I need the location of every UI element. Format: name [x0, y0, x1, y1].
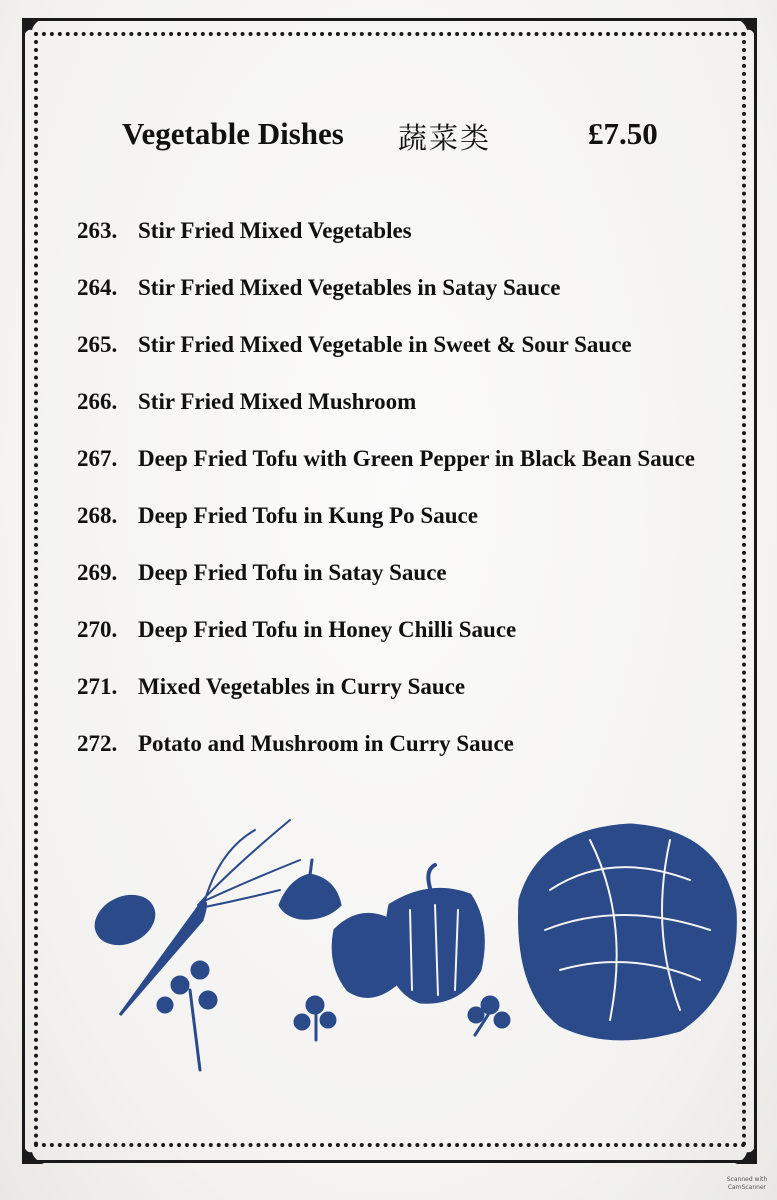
pepper-icon	[333, 865, 483, 1002]
menu-item-list	[77, 218, 757, 788]
item-name: Deep Fried Tofu in Honey Chilli Sauce	[138, 617, 517, 642]
item-name: Potato and Mushroom in Curry Sauce	[138, 731, 514, 756]
item-name: Deep Fried Tofu in Kung Po Sauce	[138, 503, 478, 528]
potato-icon	[90, 887, 161, 952]
item-number: 272.	[77, 731, 118, 756]
item-name: Deep Fried Tofu with Green Pepper in Black Bean Sauce	[138, 446, 695, 471]
section-title-chinese: 蔬菜类	[398, 121, 492, 155]
watermark-line-2: CamScanner	[727, 1184, 767, 1191]
vegetable-illustration	[90, 810, 750, 1090]
item-name: Stir Fried Mixed Mushroom	[138, 389, 417, 414]
item-number: 266.	[77, 389, 118, 414]
corner-ornament-icon	[20, 1132, 54, 1166]
section-title: Vegetable Dishes	[122, 116, 344, 151]
watermark-line-1: Scanned with	[726, 1176, 768, 1183]
item-number: 269.	[77, 560, 118, 585]
item-number: 263.	[77, 218, 118, 243]
menu-item	[77, 731, 757, 788]
menu-item	[77, 275, 757, 332]
vegetables-drawing	[90, 810, 750, 1090]
corner-ornament-icon	[20, 16, 54, 50]
menu-item	[77, 446, 757, 503]
cabbage-icon	[520, 825, 736, 1039]
item-name: Stir Fried Mixed Vegetables in Satay Sauce	[138, 275, 561, 300]
menu-item	[77, 617, 757, 674]
item-name: Deep Fried Tofu in Satay Sauce	[138, 560, 447, 585]
item-number: 267.	[77, 446, 118, 471]
menu-item	[77, 332, 757, 389]
menu-item	[77, 560, 757, 617]
camscanner-watermark	[722, 1176, 772, 1196]
menu-item	[77, 389, 757, 446]
menu-item	[77, 503, 757, 560]
garlic-icon	[280, 860, 340, 918]
item-number: 271.	[77, 674, 118, 699]
section-price: £7.50	[588, 116, 658, 151]
item-number: 270.	[77, 617, 118, 642]
corner-ornament-icon	[725, 1132, 759, 1166]
item-number: 264.	[77, 275, 118, 300]
corner-ornament-icon	[725, 16, 759, 50]
menu-item	[77, 674, 757, 731]
item-name: Stir Fried Mixed Vegetables	[138, 218, 412, 243]
item-number: 268.	[77, 503, 118, 528]
item-number: 265.	[77, 332, 118, 357]
section-header	[122, 112, 682, 158]
item-name: Mixed Vegetables in Curry Sauce	[138, 674, 466, 699]
menu-item	[77, 218, 757, 275]
item-name: Stir Fried Mixed Vegetable in Sweet & Sour Sauce	[138, 332, 632, 357]
